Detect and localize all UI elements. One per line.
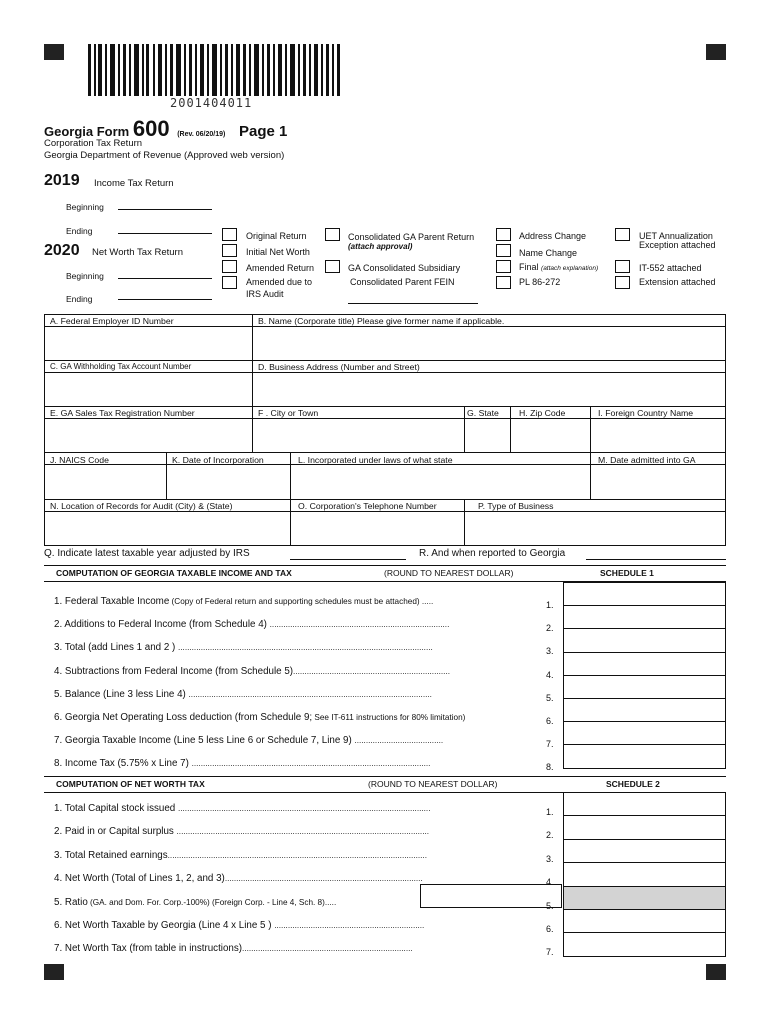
schedule2-line-3-label [54,850,427,861]
sales-tax-reg-field[interactable] [45,419,251,451]
schedule2-line-3-amount[interactable] [563,839,726,863]
schedule1-line-3-amount[interactable] [563,628,726,652]
ga-withholding-label: C. GA Withholding Tax Account Number [50,362,192,371]
extension-checkbox[interactable] [615,276,630,289]
consolidated-subsidiary-label: GA Consolidated Subsidiary [348,263,461,273]
business-address-label: D. Business Address (Number and Street) [258,362,420,372]
schedule1-line-4-label [54,666,450,677]
schedule2-line-7-note: ........................................................................... [242,944,413,954]
date-admitted-field[interactable] [591,465,725,498]
consolidated-subsidiary-checkbox[interactable] [325,260,340,273]
sales-tax-reg-label: E. GA Sales Tax Registration Number [50,408,195,418]
income-return-label: Income Tax Return [94,178,174,189]
schedule1-line-3-number: 3. [546,646,554,657]
schedule1-line-6-note: See IT-611 instructions for 80% limitation) [312,713,466,722]
schedule2-line-7-number: 7. [546,947,554,958]
original-return-checkbox[interactable] [222,228,237,241]
schedule2-line-6-label [54,920,424,931]
schedule1-line-6-text: 6. Georgia Net Operating Loss deduction (from Schedule 9; [54,712,313,723]
corporate-name-field[interactable] [253,327,725,359]
name-change-label: Name Change [519,248,578,258]
form-number: 600 [132,116,170,141]
barcode-number: 2001404011 [170,96,253,110]
foreign-country-label: I. Foreign Country Name [598,408,694,418]
barcode [88,44,340,96]
state-label: G. State [467,408,499,418]
schedule2-line-2-note: ............................................................................................................... [176,827,430,837]
incorporated-state-field[interactable] [291,465,589,498]
schedule2-title: COMPUTATION OF NET WORTH TAX [56,779,205,789]
schedule1-line-3-note: ................................................................................................................ [178,643,433,653]
city-label: F . City or Town [258,408,319,418]
schedule2-line-4-note: ....................................................................................... [224,874,423,884]
schedule2-line-3-note: .................................................................................................................. [167,850,427,860]
registration-mark-top-left [44,44,64,60]
corporate-name-label: B. Name (Corporate title) Please give former name if applicable. [258,316,505,326]
amended-return-label: Amended Return [246,263,315,273]
schedule2-line-5-label [54,897,336,908]
schedule2-line-2-text: 2. Paid in or Capital surplus [54,826,177,838]
networth-year: 2020 [44,242,80,259]
schedule1-line-8-note: ......................................................................................................... [191,759,431,769]
schedule1-line-1-label [54,596,433,607]
row-divider [44,452,726,453]
schedule1-line-6-amount[interactable] [563,698,726,722]
schedule1-line-8-text: 8. Income Tax (5.75% x Line 7) [54,758,192,770]
networth-ending-field[interactable] [118,299,212,300]
schedule2-line-1-number: 1. [546,807,554,817]
schedule1-line-4-amount[interactable] [563,652,726,676]
schedule2-line-5-text: 5. Ratio [54,896,88,908]
initial-net-worth-checkbox[interactable] [222,244,237,257]
schedule1-line-4-number: 4. [546,669,554,680]
schedule1-line-1-number: 1. [546,600,554,610]
zip-code-label: H. Zip Code [519,408,566,418]
schedule1-line-6-label [54,712,465,723]
schedule2-line-7-text: 7. Net Worth Tax (from table in instructions) [54,943,243,955]
networth-return-label: Net Worth Tax Return [92,247,183,258]
schedule1-line-3-label [54,642,433,653]
amended-irs-audit-checkbox[interactable] [222,276,237,289]
address-change-label: Address Change [519,231,587,241]
networth-beginning-field[interactable] [118,278,212,279]
schedule1-header [44,565,726,582]
state-field[interactable] [465,419,509,451]
city-field[interactable] [253,419,463,451]
schedule2-line-4-label [54,873,423,884]
business-type-field[interactable] [465,512,725,545]
department-name: Georgia Department of Revenue (Approved web version) [44,150,285,161]
pl-86-272-label: PL 86-272 [519,277,561,287]
schedule1-line-5-label [54,689,432,700]
reported-to-georgia-field[interactable] [586,559,726,560]
row-divider [44,406,726,407]
amended-due-to-label: Amended due to [246,277,313,287]
income-year: 2019 [44,172,80,189]
final-label: Final (attach explanation) [519,262,599,272]
schedule2-line-6-amount[interactable] [563,909,726,933]
form-revision: (Rev. 06/20/19) [177,131,226,138]
registration-mark-bottom-right [706,964,726,980]
name-change-checkbox[interactable] [496,244,511,257]
final-return-checkbox[interactable] [496,260,511,273]
registration-mark-top-right [706,44,726,60]
schedule1-line-7-text: 7. Georgia Taxable Income (Line 5 less Line 6 or Schedule 7, Line 9) [54,735,355,747]
date-incorporation-field[interactable] [167,465,289,498]
schedule1-line-8-label [54,758,430,769]
schedule2-line-7-label [54,943,413,954]
schedule2-header [44,776,726,793]
extension-label: Extension attached [639,277,716,287]
form-title-prefix: Georgia Form [44,124,130,139]
schedule1-line-1-amount[interactable] [563,582,726,606]
schedule2-line-5-note: (GA. and Dom. For. Corp.-100%) (Foreign Corp. - Line 4, Sch. 8)..... [87,897,337,907]
uet-annualization-label: UET Annualization [639,231,713,241]
federal-ein-field[interactable] [45,327,251,359]
schedule1-line-2-label [54,619,449,630]
networth-beginning-label: Beginning [66,271,104,281]
schedule2-line-4-text: 4. Net Worth (Total of Lines 1, 2, and 3) [54,873,225,885]
schedule1-line-7-note: ....................................... [354,736,444,746]
address-change-checkbox[interactable] [496,228,511,241]
registration-mark-bottom-left [44,964,64,980]
reported-to-georgia-label: R. And when reported to Georgia [419,548,566,559]
parent-fein-label: Consolidated Parent FEIN [350,277,455,287]
schedule1-label: SCHEDULE 1 [600,568,654,578]
schedule2-line-2-label [54,826,429,837]
schedule1-line-3-text: 3. Total (add Lines 1 and 2 ) [54,642,178,654]
income-ending-label: Ending [66,226,93,236]
schedule2-round: (ROUND TO NEAREST DOLLAR) [368,779,498,789]
ga-withholding-field[interactable] [45,373,251,405]
irs-adjusted-year-label: Q. Indicate latest taxable year adjusted by IRS [44,548,250,559]
uet-annualization-checkbox[interactable] [615,228,630,241]
schedule1-line-7-number: 7. [546,739,554,750]
schedule1-line-4-note: ..................................................................... [293,666,451,676]
records-location-label: N. Location of Records for Audit (City) & (State) [50,501,233,511]
schedule1-line-4-text: 4. Subtractions from Federal Income (from Schedule 5) [54,665,294,677]
it-552-checkbox[interactable] [615,260,630,273]
income-beginning-field[interactable] [118,209,212,210]
foreign-country-field[interactable] [591,419,725,451]
exception-attached-label: Exception attached [639,240,716,250]
initial-net-worth-label: Initial Net Worth [246,247,310,257]
federal-ein-label: A. Federal Employer ID Number [50,316,174,326]
telephone-label: O. Corporation's Telephone Number [298,501,437,511]
income-beginning-label: Beginning [66,202,104,212]
schedule1-line-5-note: ........................................................................................................... [188,689,432,699]
attach-approval-label: (attach approval) [348,242,413,251]
amended-return-checkbox[interactable] [222,260,237,273]
schedule1-line-2-text: 2. Additions to Federal Income (from Schedule 4) [54,619,270,631]
schedule2-line-3-number: 3. [546,853,554,864]
schedule2-line-6-note: .................................................................. [274,921,425,930]
date-admitted-label: M. Date admitted into GA [598,455,696,465]
schedule1-line-8-number: 8. [546,762,554,773]
consolidated-parent-checkbox[interactable] [325,228,340,241]
schedule2-line-1-note: ............................................................................................................... [177,804,431,813]
irs-audit-label: IRS Audit [246,289,284,299]
networth-ending-label: Ending [66,294,93,304]
schedule1-line-7-label [54,735,443,746]
schedule1-line-2-number: 2. [546,623,554,634]
row-divider [44,360,726,361]
date-incorporation-label: K. Date of Incorporation [172,455,264,465]
schedule2-line-2-amount[interactable] [563,815,726,839]
naics-code-label: J. NAICS Code [50,455,109,465]
schedule2-line-3-text: 3. Total Retained earnings [54,849,168,861]
schedule1-title: COMPUTATION OF GEORGIA TAXABLE INCOME AND TAX [56,568,292,578]
schedule2-line-6-text: 6. Net Worth Taxable by Georgia (Line 4 x Line 5 ) [54,920,275,931]
schedule1-line-1-note: (Copy of Federal return and supporting schedules must be attached) ..... [169,597,434,606]
schedule2-line-2-number: 2. [546,830,554,841]
row-divider [44,499,726,500]
it-552-label: IT-552 attached [639,263,702,273]
schedule1-line-5-number: 5. [546,692,554,703]
records-location-field[interactable] [45,512,289,545]
business-type-label: P. Type of Business [478,501,554,511]
schedule1-line-2-note: ............................................................................... [269,620,450,630]
schedule1-line-7-amount[interactable] [563,721,726,745]
income-ending-field[interactable] [118,233,212,234]
irs-adjusted-year-field[interactable] [290,559,406,560]
schedule1-round: (ROUND TO NEAREST DOLLAR) [384,568,514,578]
schedule2-line-1-amount[interactable] [563,792,726,816]
schedule2-label: SCHEDULE 2 [606,779,660,789]
schedule1-line-2-amount[interactable] [563,605,726,629]
schedule2-line-6-number: 6. [546,924,554,934]
schedule1-line-6-number: 6. [546,716,554,726]
schedule2-line-5-amount[interactable] [563,886,726,910]
ratio-field[interactable] [420,884,562,908]
parent-fein-field[interactable] [348,303,478,304]
incorporated-state-label: L. Incorporated under laws of what state [298,455,453,465]
zip-code-field[interactable] [511,419,589,451]
schedule2-line-4-number: 4. [546,877,554,888]
schedule1-line-5-text: 5. Balance (Line 3 less Line 4) [54,688,189,700]
schedule2-line-4-amount[interactable] [563,862,726,886]
page-number: Page 1 [238,123,288,140]
schedule1-line-5-amount[interactable] [563,675,726,699]
schedule1-line-8-amount[interactable] [563,744,726,768]
form-subtitle: Corporation Tax Return [44,138,143,149]
schedule2-line-1-text: 1. Total Capital stock issued [54,803,178,814]
consolidated-parent-label: Consolidated GA Parent Return [348,232,475,242]
schedule1-line-1-text: 1. Federal Taxable Income [54,596,170,607]
business-address-field[interactable] [253,373,725,405]
pl-86-272-checkbox[interactable] [496,276,511,289]
original-return-label: Original Return [246,231,307,241]
schedule2-line-5-number: 5. [546,900,554,911]
telephone-field[interactable] [291,512,463,545]
naics-code-field[interactable] [45,465,165,498]
schedule2-line-7-amount[interactable] [563,932,726,956]
schedule2-line-1-label [54,803,430,814]
